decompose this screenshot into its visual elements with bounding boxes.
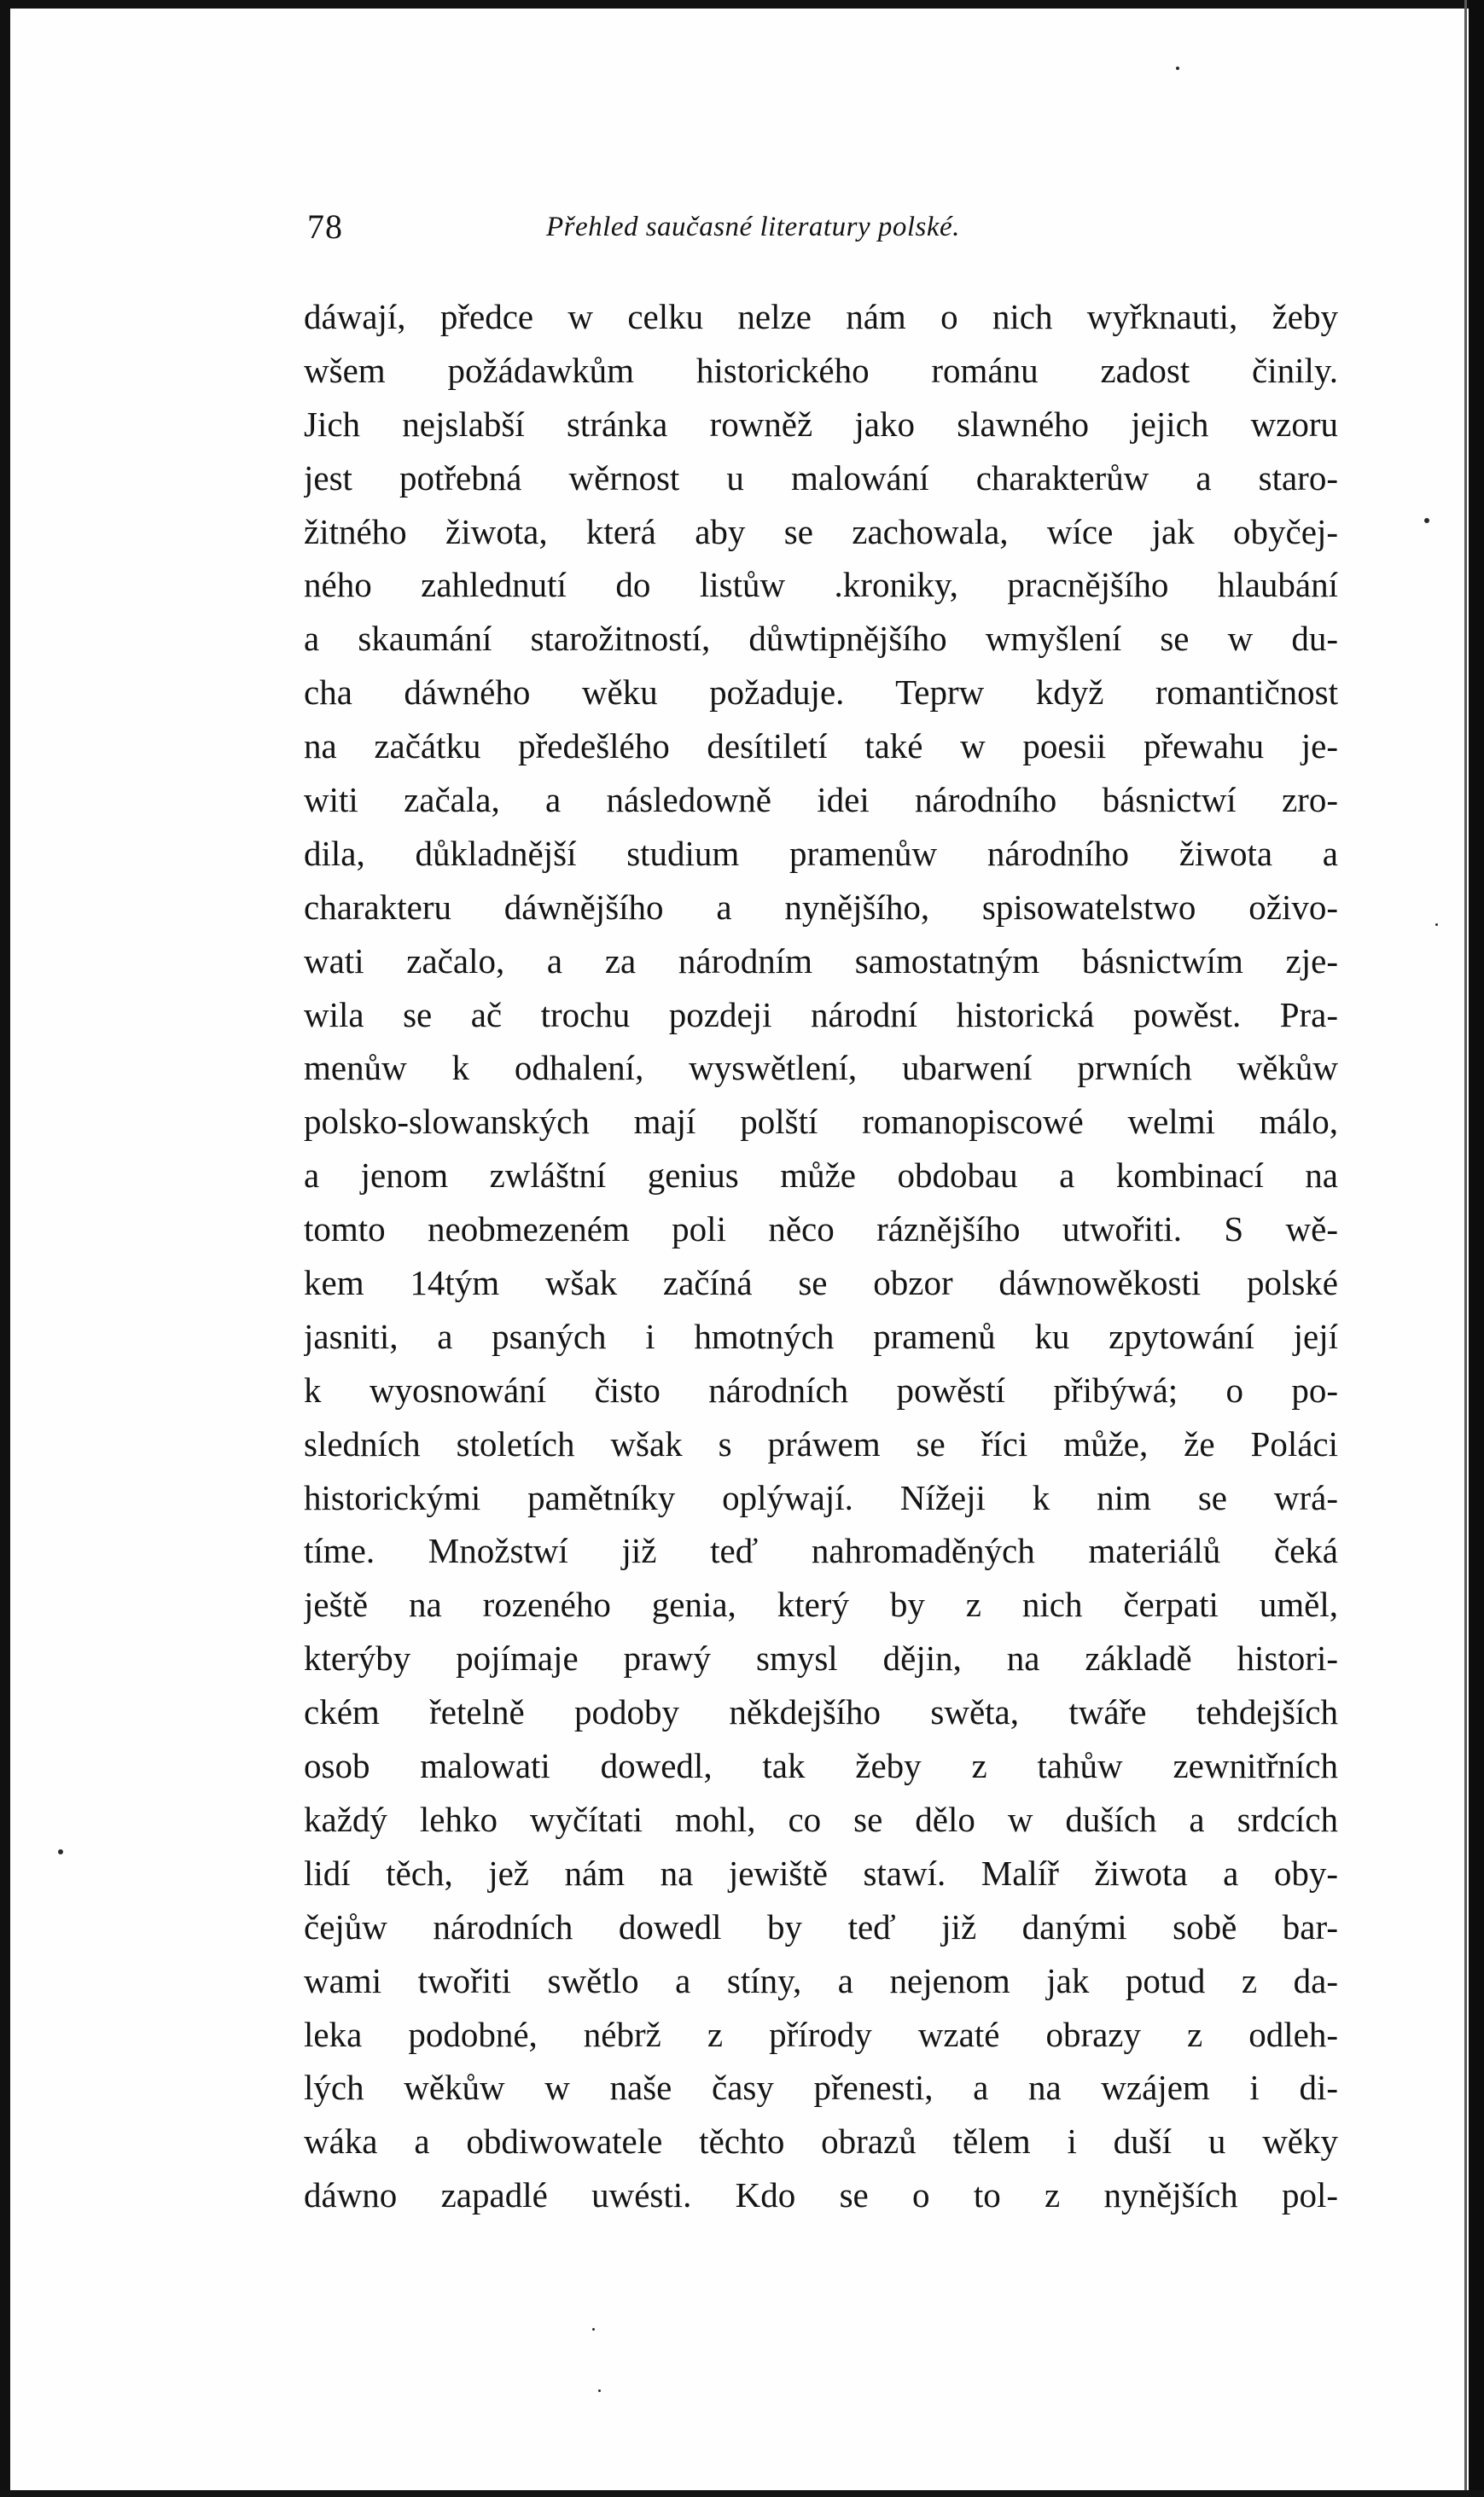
text-line: čejůw národních dowedl by teď již danými sobě bar- xyxy=(304,1906,1338,1947)
dust-speck xyxy=(1176,67,1179,70)
text-line: wáka a obdiwowatele těchto obrazů tělem i duší u wěky xyxy=(304,2122,1338,2162)
text-line: historickými pamětníky oplýwají. Nížeji k nim se wrá- xyxy=(304,1477,1338,1517)
dust-speck xyxy=(1435,923,1438,926)
dust-speck xyxy=(592,2328,595,2331)
text-line: witi začala, a následowně idei národního básnictwí zro- xyxy=(304,780,1338,820)
text-line: ckém řetelně podoby někdejšího swěta, twáře tehdejších xyxy=(304,1692,1338,1732)
text-line: dila, důkladnější studium pramenůw národního žiwota a xyxy=(304,833,1338,873)
dust-speck xyxy=(1424,518,1429,523)
text-line: wila se ač trochu pozdeji národní historická powěst. Pra- xyxy=(304,994,1338,1034)
page-number: 78 xyxy=(307,207,343,246)
text-line: ného zahlednutí do listůw .kroniky, pracnějšího hlaubání xyxy=(304,565,1338,605)
text-line: kem 14tým wšak začíná se obzor dáwnowěkosti polské xyxy=(304,1263,1338,1303)
text-line: cha dáwného wěku požaduje. Teprw když romantičnost xyxy=(304,672,1338,713)
text-line: tomto neobmezeném poli něco ráznějšího utwořiti. S wě- xyxy=(304,1209,1338,1249)
text-line: charakteru dáwnějšího a nynějšího, spisowatelstwo oživo- xyxy=(304,887,1338,927)
text-line: wami twořiti swětlo a stíny, a nejenom jak potud z da- xyxy=(304,1960,1338,2000)
text-line: ještě na rozeného genia, který by z nich čerpati uměl, xyxy=(304,1585,1338,1625)
page-header xyxy=(307,207,1161,258)
text-line: jasniti, a psaných i hmotných pramenů ku zpytowání její xyxy=(304,1316,1338,1356)
text-line: dáwají, předce w celku nelze nám o nich wyřknauti, žeby xyxy=(304,297,1338,336)
text-line: lidí těch, jež nám na jewiště stawí. Malíř žiwota a oby- xyxy=(304,1853,1338,1893)
text-line: osob malowati dowedl, tak žeby z tahůw zewnitřních xyxy=(304,1746,1338,1786)
text-line: lých wěkůw w naše časy přenesti, a na wzájem i di- xyxy=(304,2068,1338,2108)
scan-edge-left xyxy=(0,0,10,2497)
text-line: wati začalo, a za národním samostatným básnictwím zje- xyxy=(304,940,1338,981)
scan-edge-right-shadow xyxy=(1464,0,1467,2497)
text-line: kterýby pojímaje prawý smysl dějin, na základě histori- xyxy=(304,1638,1338,1679)
text-line: a jenom zwláštní genius může obdobau a kombinací na xyxy=(304,1155,1338,1196)
text-line: polsko-slowanských mají polští romanopiscowé welmi málo, xyxy=(304,1102,1338,1142)
dust-speck xyxy=(598,2389,601,2392)
text-line: leka podobné, nébrž z přírody wzaté obrazy z odleh- xyxy=(304,2014,1338,2054)
text-line: Jich nejslabší stránka rowněž jako slawného jejich wzoru xyxy=(304,404,1338,444)
text-line: žitného žiwota, která aby se zachowala, wíce jak obyčej- xyxy=(304,511,1338,551)
scan-edge-right xyxy=(1469,0,1484,2497)
text-line: dáwno zapadlé uwésti. Kdo se o to z nynějších pol- xyxy=(304,2175,1338,2215)
text-line: a skaumání starožitností, důwtipnějšího wmyšlení se w du- xyxy=(304,619,1338,659)
text-line: k wyosnowání čisto národních powěstí přibýwá; o po- xyxy=(304,1370,1338,1410)
text-line: tíme. Množstwí již teď nahromaděných materiálů čeká xyxy=(304,1531,1338,1571)
text-line: jest potřebná wěrnost u malowání charakterůw a staro- xyxy=(304,457,1338,498)
running-head: Přehled saučasné literatury polské. xyxy=(546,212,960,242)
text-line: menůw k odhalení, wyswětlení, ubarwení prwních wěkůw xyxy=(304,1048,1338,1088)
dust-speck xyxy=(58,1849,63,1854)
scan-edge-bottom xyxy=(0,2490,1484,2497)
text-line: každý lehko wyčítati mohl, co se dělo w duších a srdcích xyxy=(304,1799,1338,1839)
body-text xyxy=(304,290,1338,2222)
text-line: wšem požádawkům historického románu zadost činily. xyxy=(304,350,1338,390)
scan-edge-top xyxy=(0,0,1484,9)
text-line: na začátku předešlého desítiletí také w poesii přewahu je- xyxy=(304,726,1338,766)
text-line: sledních stoletích wšak s práwem se říci může, že Poláci xyxy=(304,1423,1338,1464)
